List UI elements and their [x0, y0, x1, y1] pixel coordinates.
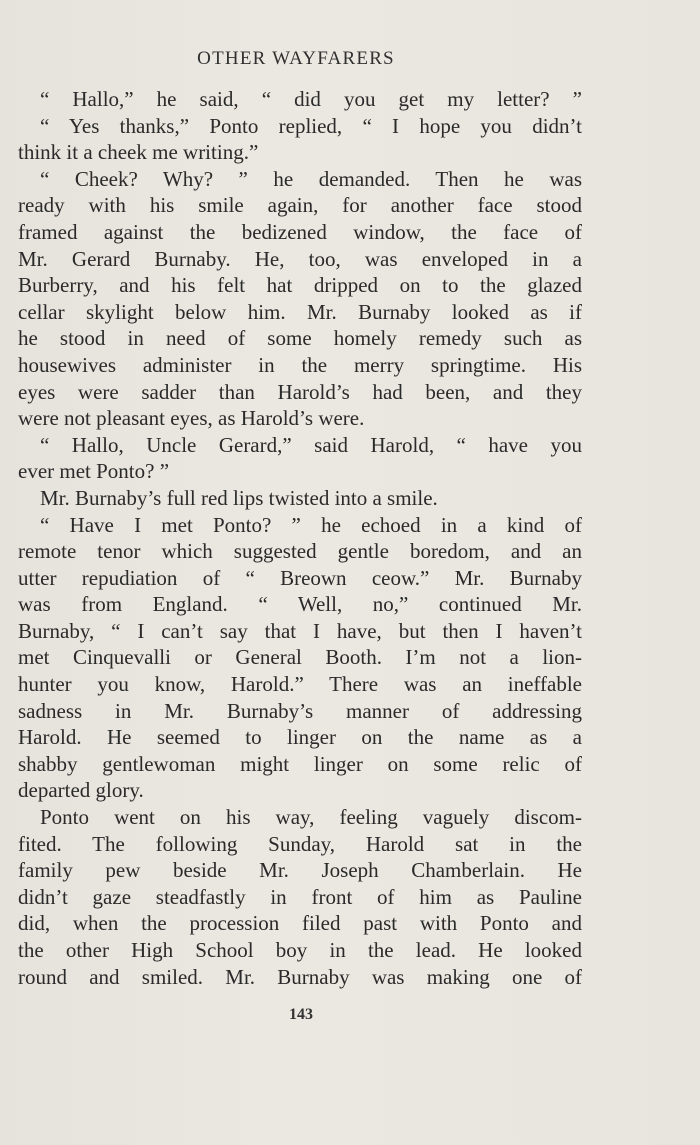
- text-line: “ Cheek? Why? ” he demanded. Then he was: [40, 166, 582, 191]
- body-text: [18, 86, 582, 990]
- text-line: shabby gentlewoman might linger on some relic of: [18, 751, 582, 776]
- text-line: fited. The following Sunday, Harold sat in the: [18, 831, 582, 856]
- text-line: didn’t gaze steadfastly in front of him as Pauline: [18, 884, 582, 909]
- text-line: Burnaby, “ I can’t say that I have, but then I haven’t: [18, 618, 582, 643]
- text-line: departed glory.: [18, 778, 144, 803]
- text-line: hunter you know, Harold.” There was an ineffable: [18, 672, 582, 697]
- text-line: cellar skylight below him. Mr. Burnaby looked as if: [18, 299, 582, 324]
- text-line: housewives administer in the merry springtime. His: [18, 352, 582, 377]
- text-line: family pew beside Mr. Joseph Chamberlain. He: [18, 858, 582, 883]
- text-line: ever met Ponto? ”: [18, 459, 170, 484]
- text-line: utter repudiation of “ Breown ceow.” Mr. Burnaby: [18, 565, 582, 590]
- text-line: he stood in need of some homely remedy such as: [18, 326, 582, 351]
- text-line: “ Have I met Ponto? ” he echoed in a kind of: [40, 512, 582, 537]
- text-line: think it a cheek me writing.”: [18, 140, 259, 165]
- text-line: round and smiled. Mr. Burnaby was making one of: [18, 964, 582, 989]
- text-line: the other High School boy in the lead. He looked: [18, 938, 582, 962]
- text-line: sadness in Mr. Burnaby’s manner of addressing: [18, 698, 582, 723]
- text-line: Harold. He seemed to linger on the name as a: [18, 725, 582, 750]
- text-line: Ponto went on his way, feeling vaguely discom-: [40, 805, 582, 830]
- text-line: remote tenor which suggested gentle boredom, and an: [18, 539, 582, 564]
- page-number: 143: [289, 1006, 313, 1023]
- text-line: met Cinquevalli or General Booth. I’m not a lion-: [18, 645, 582, 670]
- text-line: Burberry, and his felt hat dripped on to the glazed: [18, 273, 582, 298]
- text-line: “ Hallo,” he said, “ did you get my letter? ”: [40, 87, 582, 111]
- text-line: “ Hallo, Uncle Gerard,” said Harold, “ have you: [40, 432, 582, 457]
- text-line: framed against the bedizened window, the face of: [18, 219, 582, 244]
- text-line: were not pleasant eyes, as Harold’s were.: [18, 406, 365, 431]
- text-line: eyes were sadder than Harold’s had been, and they: [18, 379, 582, 404]
- text-line: “ Yes thanks,” Ponto replied, “ I hope you didn’t: [40, 113, 582, 138]
- text-line: Mr. Gerard Burnaby. He, too, was enveloped in a: [18, 246, 582, 271]
- text-line: was from England. “ Well, no,” continued Mr.: [18, 592, 582, 617]
- text-line: did, when the procession filed past with Ponto and: [18, 911, 582, 936]
- text-line: ready with his smile again, for another face stood: [18, 193, 582, 218]
- text-line: Mr. Burnaby’s full red lips twisted into a smile.: [40, 485, 438, 510]
- running-head: OTHER WAYFARERS: [197, 48, 395, 69]
